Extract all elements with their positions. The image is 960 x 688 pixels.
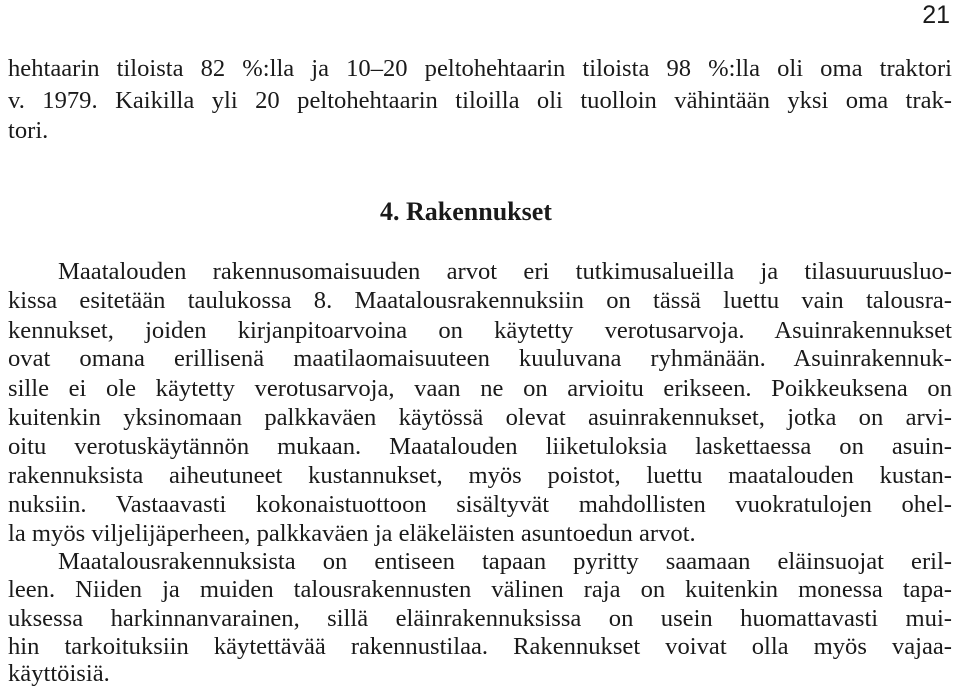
section-heading: 4. Rakennukset (380, 197, 552, 226)
text-line: leen. Niiden ja muiden talousrakennusten välinen raja on kuitenkin monessa tapa- (8, 576, 952, 603)
text-line: uksessa harkinnanvarainen, sillä eläinrakennuksissa on usein huomattavasti mui- (8, 605, 952, 632)
text-line: v. 1979. Kaikilla yli 20 peltohehtaarin tiloilla oli tuolloin vähintään yksi oma trak- (8, 87, 952, 114)
text-line: hin tarkoituksiin käytettävää rakennustilaa. Rakennukset voivat olla myös vajaa- (8, 633, 952, 660)
text-line: kissa esitetään taulukossa 8. Maatalousrakennuksiin on tässä luettu vain talousra- (8, 287, 952, 314)
text-line: tori. (8, 117, 49, 144)
text-line: rakennuksista aiheutuneet kustannukset, myös poistot, luettu maatalouden kustan- (8, 462, 952, 489)
text-line: hehtaarin tiloista 82 %:lla ja 10–20 peltohehtaarin tiloista 98 %:lla oli oma traktori (8, 55, 952, 82)
page-number: 21 (922, 1, 950, 29)
text-line: sille ei ole käytetty verotusarvoja, vaan ne on arvioitu erikseen. Poikkeuksena on (8, 375, 952, 402)
text-line: kennukset, joiden kirjanpitoarvoina on käytetty verotusarvoja. Asuinrakennukset (8, 317, 952, 344)
text-line: nuksiin. Vastaavasti kokonaistuottoon sisältyvät mahdollisten vuokratulojen ohel- (8, 491, 952, 518)
text-line: ovat omana erillisenä maatilaomaisuuteen kuuluvana ryhmänään. Asuinrakennuk- (8, 345, 952, 372)
text-line: Maatalouden rakennusomaisuuden arvot eri tutkimusalueilla ja tilasuuruusluo- (58, 258, 952, 285)
text-line: kuitenkin yksinomaan palkkaväen käytössä olevat asuinrakennukset, jotka on arvi- (8, 404, 952, 431)
text-line: Maatalousrakennuksista on entiseen tapaan pyritty saamaan eläinsuojat eril- (58, 548, 952, 575)
text-line: la myös viljelijäperheen, palkkaväen ja eläkeläisten asuntoedun arvot. (8, 520, 696, 547)
text-line: oitu verotuskäytännön mukaan. Maatalouden liiketuloksia laskettaessa on asuin- (8, 433, 952, 460)
text-line: käyttöisiä. (8, 660, 110, 687)
